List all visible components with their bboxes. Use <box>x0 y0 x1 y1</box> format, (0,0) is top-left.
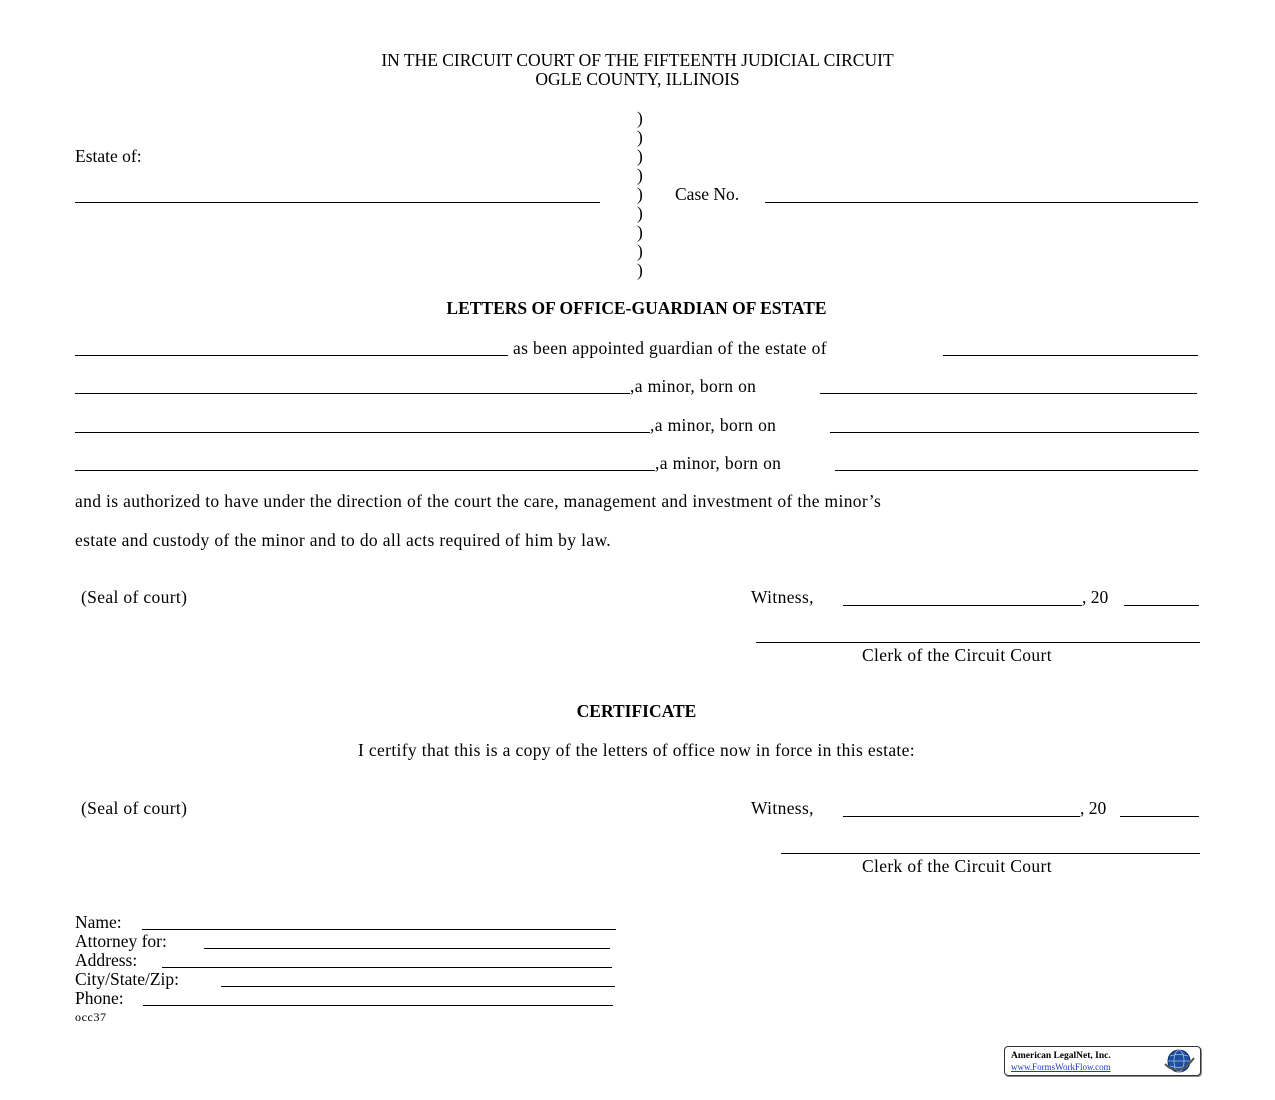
clerk-signature-field-2[interactable] <box>781 853 1200 854</box>
form-code: occ37 <box>75 1010 107 1024</box>
witness-year-field-1[interactable] <box>1124 605 1199 606</box>
case-number-label: Case No. <box>675 184 740 204</box>
attorney-name-field[interactable] <box>142 929 616 930</box>
court-header-line2: OGLE COUNTY, ILLINOIS <box>535 69 740 89</box>
address-label: Address: <box>75 950 138 970</box>
clerk-label-1: Clerk of the Circuit Court <box>862 645 1052 665</box>
witness-year-field-2[interactable] <box>1120 816 1199 817</box>
city-state-zip-label: City/State/Zip: <box>75 969 180 989</box>
phone-label: Phone: <box>75 988 124 1008</box>
witness-label-2: Witness, <box>751 798 814 818</box>
caption-paren: ) <box>637 203 643 223</box>
court-header-line1: IN THE CIRCUIT COURT OF THE FIFTEENTH JUDICIAL CIRCUIT <box>381 50 894 70</box>
minor-born-text-3: ,a minor, born on <box>655 453 782 473</box>
seal-label-2: (Seal of court) <box>81 798 188 818</box>
attorney-name-label: Name: <box>75 912 122 932</box>
estate-label: Estate of: <box>75 146 142 166</box>
logo-url-link[interactable]: www.FormsWorkFlow.com <box>1011 1062 1111 1072</box>
guardian-name-field[interactable] <box>75 355 508 356</box>
minor-born-text-1: ,a minor, born on <box>630 376 757 396</box>
address-field[interactable] <box>162 967 612 968</box>
legalnet-logo[interactable] <box>1004 1046 1201 1076</box>
attorney-for-label: Attorney for: <box>75 931 167 951</box>
caption-paren: ) <box>637 241 643 261</box>
witness-date-field-2[interactable] <box>843 816 1080 817</box>
caption-paren: ) <box>637 184 643 204</box>
ward-estate-field[interactable] <box>943 355 1198 356</box>
certificate-text: I certify that this is a copy of the letters of office now in force in this estate: <box>358 740 915 760</box>
minor-birthdate-field-2[interactable] <box>830 432 1199 433</box>
appointed-text: as been appointed guardian of the estate of <box>513 338 827 358</box>
city-state-zip-field[interactable] <box>221 986 615 987</box>
minor-name-field-3[interactable] <box>75 470 655 471</box>
authority-paragraph-line2: estate and custody of the minor and to do all acts required of him by law. <box>75 530 612 550</box>
logo-company: American LegalNet, Inc. <box>1011 1051 1111 1061</box>
caption-paren: ) <box>637 165 643 185</box>
attorney-for-field[interactable] <box>204 948 610 949</box>
caption-paren: ) <box>637 260 643 280</box>
minor-birthdate-field-3[interactable] <box>835 470 1198 471</box>
globe-icon <box>1161 1048 1197 1074</box>
witness-label-1: Witness, <box>751 587 814 607</box>
certificate-title: CERTIFICATE <box>576 701 697 721</box>
caption-paren: ) <box>637 222 643 242</box>
minor-name-field-1[interactable] <box>75 393 630 394</box>
witness-date-field-1[interactable] <box>843 605 1082 606</box>
estate-name-field[interactable] <box>75 202 600 203</box>
minor-birthdate-field-1[interactable] <box>820 393 1197 394</box>
document-title: LETTERS OF OFFICE-GUARDIAN OF ESTATE <box>446 298 827 318</box>
caption-paren: ) <box>637 127 643 147</box>
clerk-signature-field-1[interactable] <box>756 642 1200 643</box>
year-prefix-1: , 20 <box>1082 587 1109 607</box>
seal-label-1: (Seal of court) <box>81 587 188 607</box>
clerk-label-2: Clerk of the Circuit Court <box>862 856 1052 876</box>
minor-born-text-2: ,a minor, born on <box>650 415 777 435</box>
year-prefix-2: , 20 <box>1080 798 1107 818</box>
caption-paren: ) <box>637 146 643 166</box>
phone-field[interactable] <box>143 1005 613 1006</box>
authority-paragraph-line1: and is authorized to have under the direction of the court the care, management and investment of the minor’s <box>75 491 882 511</box>
minor-name-field-2[interactable] <box>75 432 650 433</box>
case-number-field[interactable] <box>765 202 1198 203</box>
caption-paren: ) <box>637 108 643 128</box>
